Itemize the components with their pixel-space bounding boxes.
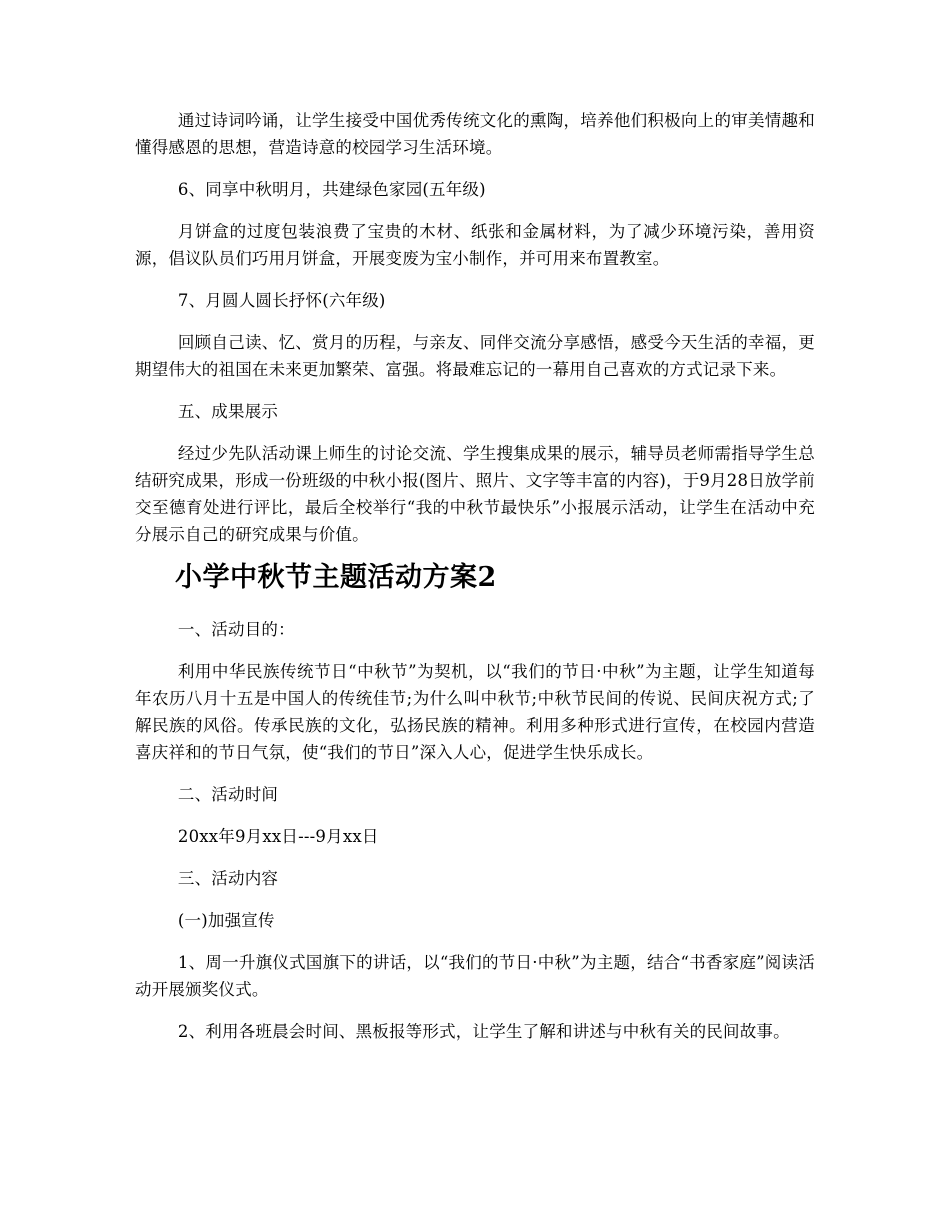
section-three-content: 三、活动内容 [177, 869, 279, 888]
paragraph-mooncake-box: 月饼盒的过度包装浪费了宝贵的木材、纸张和金属材料，为了减少环境污染，善用资源，倡议队员们巧用月饼盒，开展变废为宝小制作，并可用来布置教室。 [135, 222, 815, 268]
paragraph-morning-meeting: 2、利用各班晨会时间、黑板报等形式，让学生了解和讲述与中秋有关的民间故事。 [177, 1022, 790, 1041]
item-6-grade-5: 6、同享中秋明月，共建绿色家园(五年级) [177, 180, 486, 199]
section-one-purpose: 一、活动目的： [177, 620, 295, 639]
paragraph-moon-memories: 回顾自己读、忆、赏月的历程，与亲友、同伴交流分享感悟，感受今天生活的幸福，更期望伟大的祖国在未来更加繁荣、富强。将最难忘记的一幕用自己喜欢的方式记录下来。 [135, 333, 815, 379]
item-7-grade-6: 7、月圆人圆长抒怀(六年级) [177, 291, 386, 310]
paragraph-purpose: 利用中华民族传统节日“中秋节”为契机，以“我们的节日·中秋”为主题，让学生知道每年农历八月十五是中国人的传统佳节;为什么叫中秋节;中秋节民间的传说、民间庆祝方式;了解民族的风俗。传承民族的文化，弘扬民族的精神。利用多种形式进行宣传，在校园内营造喜庆祥和的节日气氛，使“我们的节日”深入人心，促进学生快乐成长。 [135, 662, 815, 762]
activity-date-range: 20xx年9月xx日---9月xx日 [177, 827, 379, 846]
paragraph-poetry-recital: 通过诗词吟诵，让学生接受中国优秀传统文化的熏陶，培养他们积极向上的审美情趣和懂得感恩的思想，营造诗意的校园学习生活环境。 [135, 111, 815, 157]
section-five-results: 五、成果展示 [177, 402, 279, 421]
subsection-publicity: (一)加强宣传 [177, 911, 275, 930]
section-title-plan-2: 小学中秋节主题活动方案2 [175, 562, 497, 593]
document-page [135, 107, 815, 1045]
paragraph-flag-ceremony: 1、周一升旗仪式国旗下的讲话，以“我们的节日·中秋”为主题，结合“书香家庭”阅读活动开展颁奖仪式。 [135, 953, 815, 999]
paragraph-results-display: 经过少先队活动课上师生的讨论交流、学生搜集成果的展示，辅导员老师需指导学生总结研究成果，形成一份班级的中秋小报(图片、照片、文字等丰富的内容)，于9月28日放学前交至德育处进行评比，最后全校举行“我的中秋节最快乐”小报展示活动，让学生在活动中充分展示自己的研究成果与价值。 [135, 444, 815, 544]
section-two-time: 二、活动时间 [177, 785, 279, 804]
